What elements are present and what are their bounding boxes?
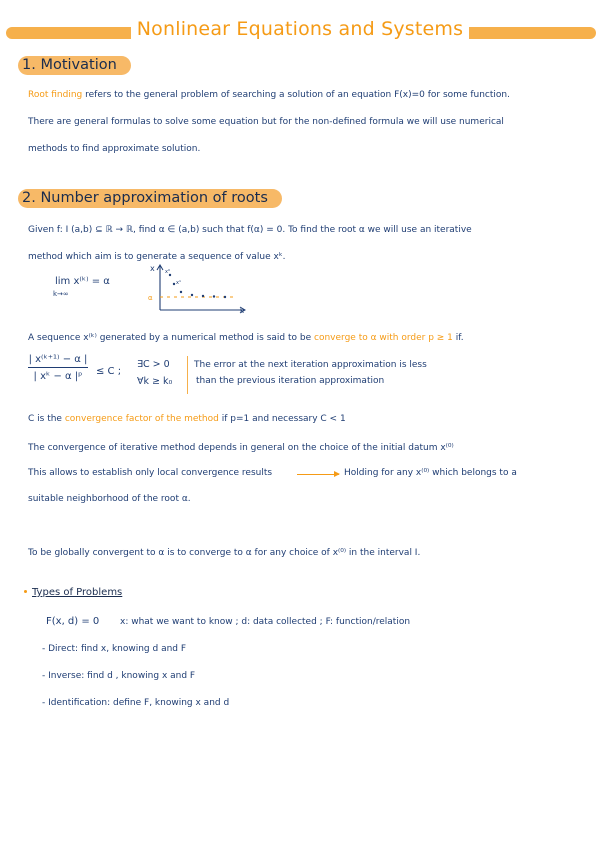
condition-k: ∀k ≥ k₀ xyxy=(137,376,173,387)
convergence-factor-line xyxy=(28,414,346,424)
types-heading: Types of Problems xyxy=(32,587,123,598)
motivation-text-1: refers to the general problem of searching a solution of an equation F(x)=0 for some function. xyxy=(85,90,510,100)
local-convergence-line xyxy=(28,468,272,478)
sketch-point xyxy=(224,296,226,298)
global-convergence-term: globally convergent xyxy=(54,548,144,558)
motivation-paragraph-1 xyxy=(28,90,510,100)
problem-type-direct: - Direct: find x, knowing d and F xyxy=(42,644,187,654)
convergence-dependence: The convergence of iterative method depends in general on the choice of the initial datum x⁽⁰⁾ xyxy=(28,443,454,453)
problem-equation: F(x, d) = 0 xyxy=(46,616,100,627)
convergence-order-term: converge to α with order p ≥ 1 xyxy=(314,333,453,343)
sketch-x0-label: x⁰ xyxy=(165,269,170,275)
error-ratio-fraction xyxy=(28,354,88,382)
error-note-2: than the previous iteration approximation xyxy=(196,376,385,386)
c-intro: C is the xyxy=(28,414,62,424)
fraction-numerator: | x⁽ᵏ⁺¹⁾ − α | xyxy=(28,354,88,368)
sketch-point xyxy=(202,295,204,297)
sequence-def-text: A sequence x⁽ᵏ⁾ generated by a numerical method is said to be xyxy=(28,333,312,343)
leq-constant: ≤ C ; xyxy=(96,366,122,377)
sketch-point xyxy=(213,295,215,297)
local-convergence-term: local convergence results xyxy=(157,468,273,478)
sketch-point xyxy=(173,283,175,285)
local-intro: This allows to establish only xyxy=(28,468,155,478)
sketch-y-label: x xyxy=(150,264,155,273)
global-convergence-line xyxy=(28,548,420,558)
motivation-paragraph-2: There are general formulas to solve some equation but for the non-defined formula we will use numerical xyxy=(28,117,504,127)
separator-line xyxy=(187,356,188,394)
sketch-x1-label: x¹ xyxy=(176,280,181,286)
convergence-sketch xyxy=(146,262,256,314)
sequence-def-end: if. xyxy=(455,333,464,343)
global-definition: to α is to converge to α for any choice of x⁽⁰⁾ in the interval I. xyxy=(146,548,421,558)
section-heading-approximation: 2. Number approximation of roots xyxy=(18,189,282,208)
sketch-point xyxy=(191,294,193,296)
neighborhood-line: suitable neighborhood of the root α. xyxy=(28,494,191,504)
sketch-alpha-label: α xyxy=(148,294,153,302)
implication-arrow xyxy=(297,474,339,475)
c-condition: if p=1 and necessary C < 1 xyxy=(221,414,346,424)
convergence-factor-term: convergence factor of the method xyxy=(64,414,219,424)
limit-expression: lim x⁽ᵏ⁾ = α xyxy=(55,276,110,287)
page-title xyxy=(0,18,600,40)
global-intro: To be xyxy=(28,548,52,558)
motivation-paragraph-3: methods to find approximate solution. xyxy=(28,144,201,154)
fraction-denominator: | xᵏ − α |ᵖ xyxy=(33,371,83,382)
sequence-definition xyxy=(28,333,464,343)
iterative-method-line: method which aim is to generate a sequence of value xᵏ. xyxy=(28,252,286,262)
problem-equation-description: x: what we want to know ; d: data collected ; F: function/relation xyxy=(120,617,411,627)
section-heading-motivation: 1. Motivation xyxy=(18,56,131,75)
local-holding: Holding for any x⁽⁰⁾ which belongs to a xyxy=(344,468,517,478)
root-finding-term: Root finding xyxy=(28,90,83,100)
problem-type-inverse: - Inverse: find d , knowing x and F xyxy=(42,671,196,681)
condition-exists-c: ∃C > 0 xyxy=(137,359,170,370)
bullet-dot xyxy=(24,590,27,593)
problem-type-identification: - Identification: define F, knowing x and d xyxy=(42,698,230,708)
sketch-x-label: k xyxy=(240,307,245,314)
page-title-text: Nonlinear Equations and Systems xyxy=(131,18,469,40)
limit-subscript: k→∞ xyxy=(53,290,69,298)
sketch-point xyxy=(180,291,182,293)
error-note-1: The error at the next iteration approximation is less xyxy=(194,360,427,370)
given-statement: Given f: I (a,b) ⊆ ℝ → ℝ, find α ∈ (a,b) such that f(α) = 0. To find the root α we will use an iterative xyxy=(28,225,472,235)
